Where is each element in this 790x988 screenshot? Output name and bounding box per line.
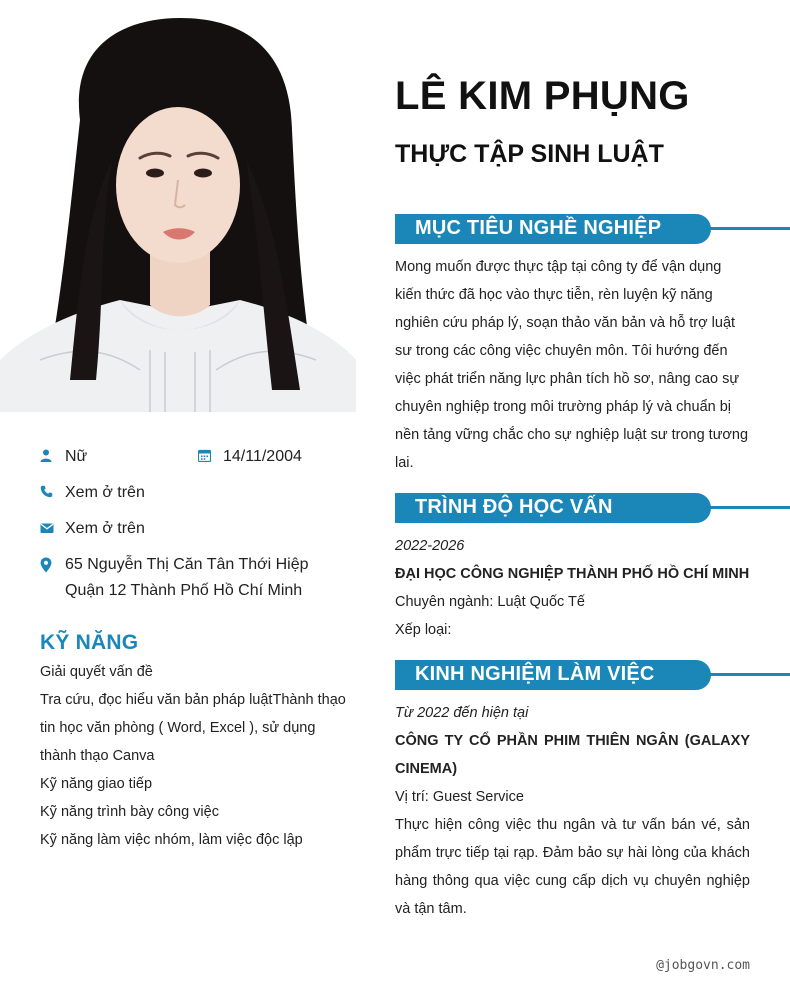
phone-icon <box>40 485 54 501</box>
skill-item: Kỹ năng giao tiếp <box>40 776 153 792</box>
objective-text: Mong muốn được thực tập tại công ty để vận dụng kiến thức đã học vào thực tiễn, rèn luyện kỹ năng nghiên cứu pháp lý, soạn thảo văn bản và hỗ trợ luật sư trong các công việc chuyên môn. Tôi hướng đến việc phát triển năng lực phân tích hồ sơ, nâng cao sự chuyên nghiệp trong môi trường pháp lý và chuẩn bị nền tảng vững chắc cho sự nghiệp luật sư trong tương lai. <box>395 259 749 471</box>
skill-item: Giải quyết vấn đề <box>40 664 153 680</box>
email-row <box>40 520 145 542</box>
address-line-2: Quận 12 Thành Phố Hồ Chí Minh <box>65 582 303 599</box>
location-pin-icon <box>40 557 54 573</box>
experience-company: CÔNG TY CỔ PHẦN PHIM THIÊN NGÂN (GALAXY CINEMA) <box>395 733 750 777</box>
birthdate-row <box>198 448 302 470</box>
education-block <box>395 532 750 644</box>
skill-item: Kỹ năng làm việc nhóm, làm việc độc lập <box>40 832 303 848</box>
candidate-name: LÊ KIM PHỤNG <box>395 74 690 118</box>
address-value <box>65 552 309 604</box>
gender-row <box>40 448 87 470</box>
education-heading: TRÌNH ĐỘ HỌC VẤN <box>415 496 613 518</box>
watermark: @jobgovn.com <box>656 958 750 973</box>
objective-section-header <box>395 214 790 244</box>
experience-heading: KINH NGHIỆM LÀM VIỆC <box>415 663 655 685</box>
skill-item: Tra cứu, đọc hiểu văn bản pháp luậtThành thạo tin học văn phòng ( Word, Excel ), sử dụng thành thạo Canva <box>40 692 346 764</box>
education-rank: Xếp loại: <box>395 622 452 638</box>
address-line-1: 65 Nguyễn Thị Căn Tân Thới Hiệp <box>65 556 309 573</box>
address-row <box>40 556 309 604</box>
phone-row <box>40 484 145 506</box>
birthdate-value: 14/11/2004 <box>223 448 302 465</box>
skill-item: Kỹ năng trình bày công việc <box>40 804 219 820</box>
calendar-icon <box>198 449 212 465</box>
email-value: Xem ở trên <box>65 520 145 537</box>
education-major: Chuyên ngành: Luật Quốc Tế <box>395 594 585 610</box>
skills-list <box>40 658 355 854</box>
experience-period: Từ 2022 đến hiện tại <box>395 705 529 721</box>
experience-description: Thực hiện công việc thu ngân và tư vấn bán vé, sản phẩm trực tiếp tại rạp. Đảm bảo sự hài lòng của khách hàng thông qua việc cung cấp dịch vụ chuyên nghiệp và tận tâm. <box>395 817 750 917</box>
job-title: THỰC TẬP SINH LUẬT <box>395 140 664 168</box>
education-section-header <box>395 493 790 523</box>
education-period: 2022-2026 <box>395 538 465 554</box>
skills-heading: KỸ NĂNG <box>40 631 139 654</box>
experience-block <box>395 699 750 923</box>
experience-position: Vị trí: Guest Service <box>395 789 524 805</box>
email-icon <box>40 521 54 537</box>
profile-photo <box>0 0 356 412</box>
gender-value: Nữ <box>65 448 88 465</box>
objective-heading: MỤC TIÊU NGHỀ NGHIỆP <box>415 217 662 239</box>
experience-section-header <box>395 660 790 690</box>
person-icon <box>40 449 54 465</box>
education-school: ĐẠI HỌC CÔNG NGHIỆP THÀNH PHỐ HỒ CHÍ MINH <box>395 566 750 582</box>
phone-value: Xem ở trên <box>65 484 145 501</box>
